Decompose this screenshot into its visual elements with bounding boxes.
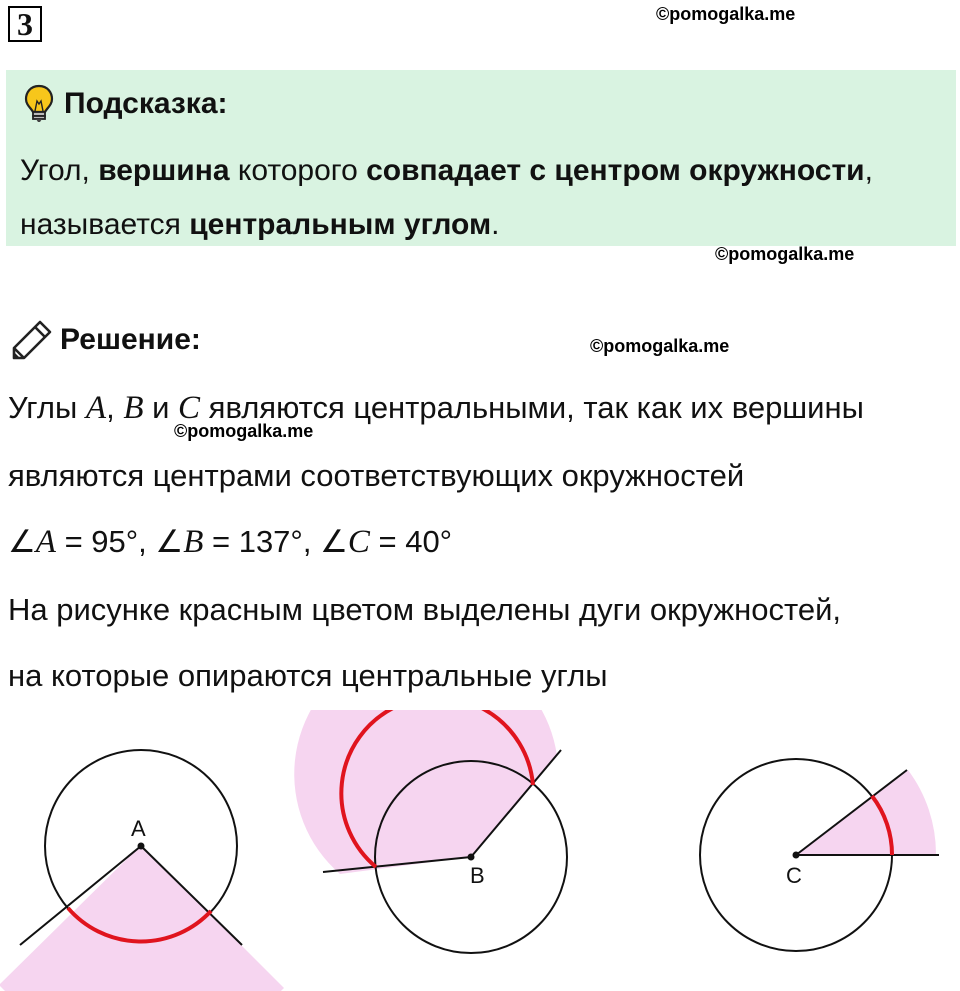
hint-line-1: [20, 144, 950, 198]
solution-line-angles: ∠A = 95°, ∠B = 137°, ∠C = 40°: [8, 524, 453, 560]
watermark: ©pomogalka.me: [715, 244, 855, 264]
watermark: ©pomogalka.me: [590, 336, 730, 356]
watermark: ©pomogalka.me: [174, 421, 314, 441]
hint-title: Подсказка:: [24, 84, 228, 124]
hint-segment-bold: центральным углом: [189, 208, 492, 241]
figures: [0, 710, 960, 991]
figure-c: [700, 759, 939, 951]
hint-segment: которого: [229, 154, 367, 187]
solution-line-4: На рисунке красным цветом выделены дуги окружностей,: [8, 592, 842, 627]
lightbulb-icon: [24, 84, 54, 124]
solution-line-5: на которые опираются центральные углы: [8, 658, 608, 693]
hint-segment: .: [491, 208, 500, 241]
hint-segment-bold: совпадает с центром окружности: [366, 154, 865, 187]
solution-line-2: являются центрами соответствующих окружностей: [8, 458, 745, 493]
var-c: C: [178, 390, 201, 426]
pencil-icon: [10, 318, 54, 362]
figure-a: [0, 750, 284, 991]
solution-line-1: Углы A, B и C являются центральными, так как их вершины: [8, 390, 864, 426]
label-c: C: [786, 863, 802, 888]
hint-text: [20, 144, 950, 252]
sector-a: [0, 845, 284, 991]
label-b: B: [470, 863, 485, 888]
sector-b: [294, 710, 557, 874]
watermark: ©pomogalka.me: [656, 4, 796, 24]
solution-title: Решение:: [10, 318, 201, 362]
hint-segment: ,: [864, 154, 873, 187]
hint-segment: Угол,: [20, 154, 99, 187]
figure-b: [294, 710, 567, 953]
task-number: 3: [8, 6, 42, 42]
hint-box: [6, 70, 956, 246]
hint-segment: называется: [20, 208, 190, 241]
var-b: B: [123, 390, 144, 426]
sector-c: [796, 770, 936, 855]
hint-segment-bold: вершина: [98, 154, 230, 187]
var-a: A: [85, 390, 107, 426]
label-a: A: [131, 816, 146, 841]
